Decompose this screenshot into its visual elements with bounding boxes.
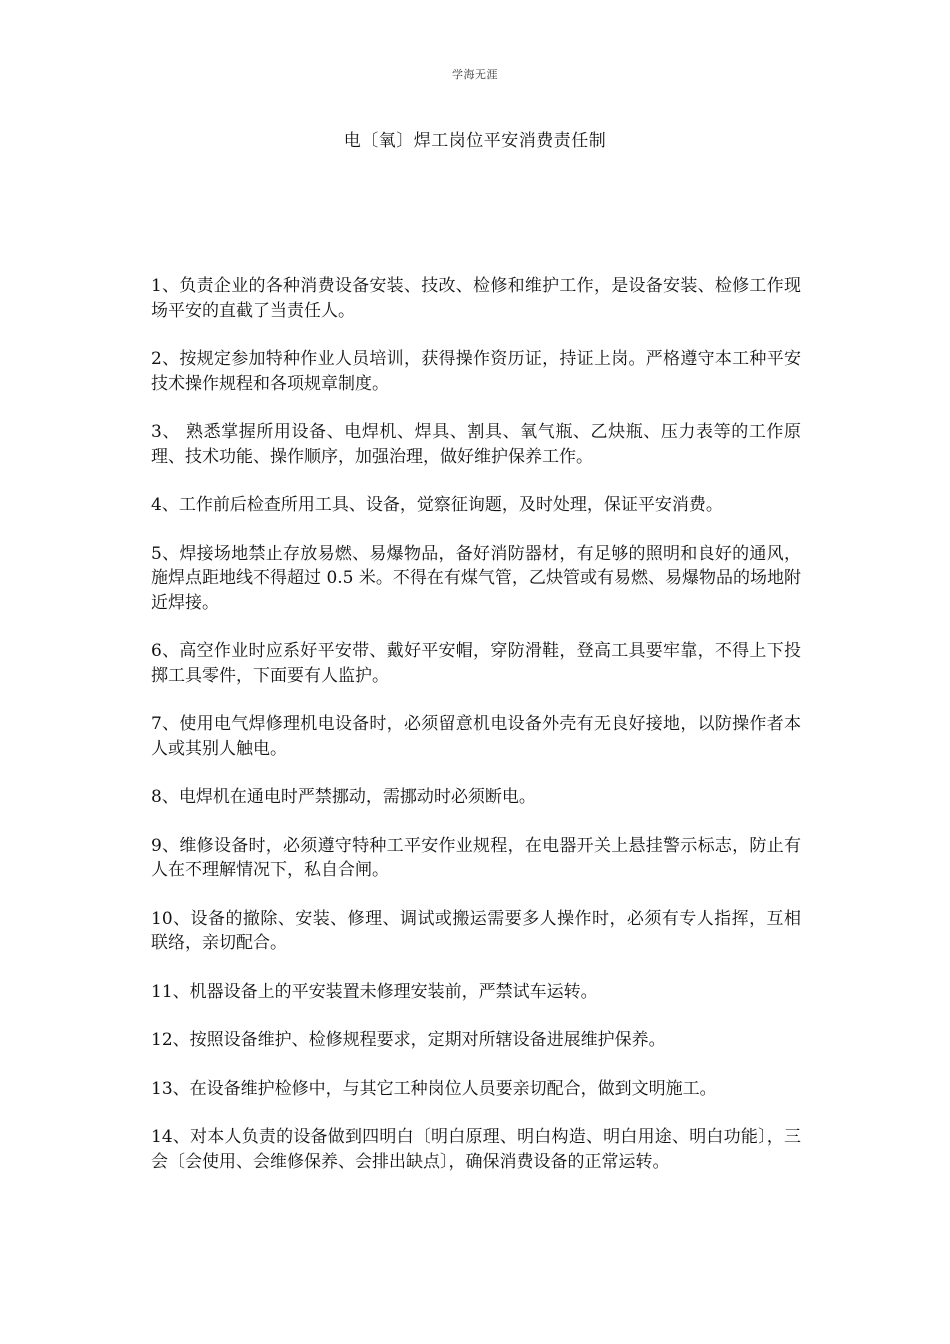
paragraph-9: 9、维修设备时，必须遵守特种工平安作业规程，在电器开关上悬挂警示标志，防止有人在不理解情况下，私自合闸。 (151, 835, 801, 880)
paragraph-14: 14、对本人负责的设备做到四明白〔明白原理、明白构造、明白用途、明白功能〕，三会〔会使用、会维修保养、会排出缺点〕，确保消费设备的正常运转。 (151, 1127, 801, 1172)
paragraph-5: 5、焊接场地禁止存放易燃、易爆物品，备好消防器材，有足够的照明和良好的通风，施焊点距地线不得超过 0.5 米。不得在有煤气管，乙炔管或有易燃、易爆物品的场地附近焊接。 (151, 543, 801, 613)
paragraph-11: 11、机器设备上的平安装置未修理安装前，严禁试车运转。 (151, 981, 598, 1002)
paragraph-12: 12、按照设备维护、检修规程要求，定期对所辖设备进展维护保养。 (151, 1030, 666, 1050)
paragraph-2: 2、按规定参加特种作业人员培训，获得操作资历证，持证上岗。严格遵守本工种平安技术操作规程和各项规章制度。 (151, 349, 801, 394)
paragraph-3: 3、 熟悉掌握所用设备、电焊机、焊具、割具、氧气瓶、乙炔瓶、压力表等的工作原理、技术功能、操作顺序，加强治理，做好维护保养工作。 (151, 422, 801, 467)
document-title: 电〔氧〕焊工岗位平安消费责任制 (343, 131, 607, 151)
page-header: 学海无涯 (452, 68, 498, 81)
paragraph-8: 8、电焊机在通电时严禁挪动，需挪动时必须断电。 (151, 787, 536, 807)
document-body (151, 274, 801, 1198)
paragraph-1: 1、负责企业的各种消费设备安装、技改、检修和维护工作，是设备安装、检修工作现场平安的直截了当责任人。 (151, 276, 801, 321)
paragraph-7: 7、使用电气焊修理机电设备时，必须留意机电设备外壳有无良好接地，以防操作者本人或其别人触电。 (151, 714, 801, 759)
paragraph-4: 4、工作前后检查所用工具、设备，觉察征询题，及时处理，保证平安消费。 (151, 495, 723, 515)
paragraph-10: 10、设备的撤除、安装、修理、调试或搬运需要多人操作时，必须有专人指挥，互相联络，亲切配合。 (151, 908, 801, 953)
paragraph-13: 13、在设备维护检修中，与其它工种岗位人员要亲切配合，做到文明施工。 (151, 1078, 717, 1099)
paragraph-6: 6、高空作业时应系好平安带、戴好平安帽，穿防滑鞋，登高工具要牢靠，不得上下投掷工具零件，下面要有人监护。 (151, 641, 801, 686)
